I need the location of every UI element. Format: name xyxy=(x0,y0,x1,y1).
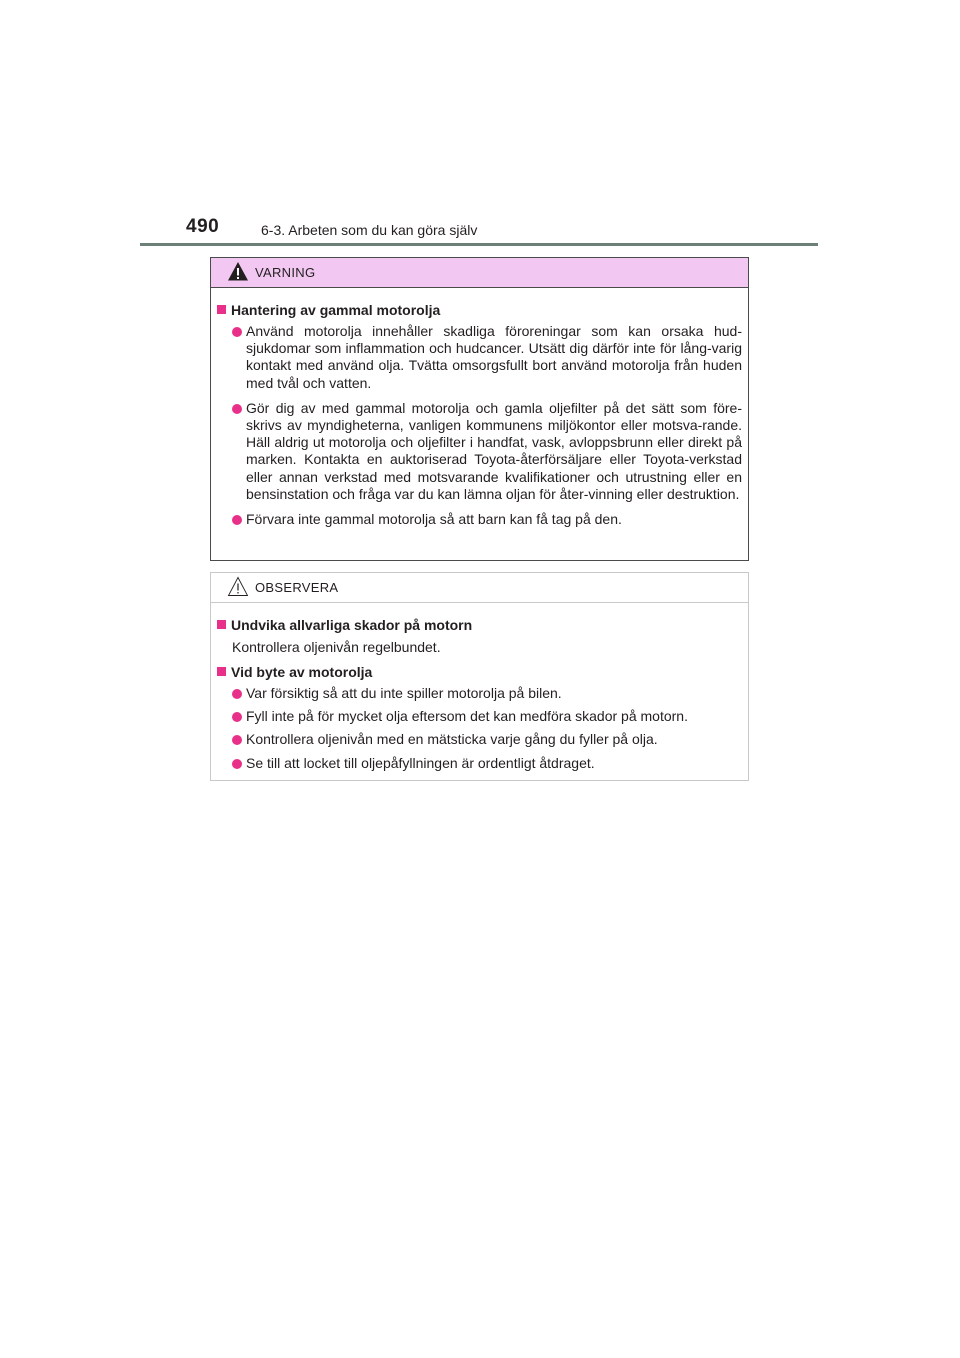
warning-triangle-filled-icon xyxy=(227,261,249,282)
bullet-text: Förvara inte gammal motorolja så att barn kan få tag på den. xyxy=(246,511,622,528)
header-rule xyxy=(140,243,818,246)
round-bullet-icon xyxy=(232,327,242,337)
caution-title: OBSERVERA xyxy=(255,580,339,595)
square-bullet-icon xyxy=(217,305,226,314)
subheading-text: Vid byte av motorolja xyxy=(231,664,373,680)
caution-body xyxy=(211,603,748,772)
round-bullet-icon xyxy=(232,759,242,769)
subheading-text: Undvika allvarliga skador på motorn xyxy=(231,617,473,633)
list-item xyxy=(232,708,742,725)
bullet-text: Använd motorolja innehåller skadliga föroreningar som kan orsaka hud-sjukdomar som inflammation och hudcancer. Utsätt dig därför inte för lång-varig kontakt med använd olja. Tvätta omsorgsfullt bort använd motorolja från huden med tvål och vatten. xyxy=(246,323,742,391)
subheading-text: Hantering av gammal motorolja xyxy=(231,302,441,318)
bullet-text: Gör dig av med gammal motorolja och gamla oljefilter på det sätt som före-skrivs av myndigheterna, vanligen kommunens miljökontor eller motsva-rande. Häll aldrig ut motorolja och oljefilter i handfat, vask, avloppsbrunn eller direkt på marken. Kontakta en auktoriserad Toyota-återförsäljare eller Toyota-verkstad eller annan verkstad med motsvarande kvalifikationer och utrustning eller en bensinstation och fråga var du kan lämna oljan för åter-vinning eller destruktion. xyxy=(246,399,742,502)
round-bullet-icon xyxy=(232,515,242,525)
list-item xyxy=(232,400,742,503)
list-item xyxy=(232,685,742,702)
warning-box xyxy=(210,257,749,561)
warning-title-bar xyxy=(211,258,748,288)
list-item xyxy=(232,511,742,528)
caution-subheading xyxy=(216,663,742,681)
list-item xyxy=(232,731,742,748)
warning-triangle-outline-icon xyxy=(227,576,249,597)
section-title: 6-3. Arbeten som du kan göra själv xyxy=(261,222,478,238)
caution-subheading xyxy=(216,616,742,634)
round-bullet-icon xyxy=(232,735,242,745)
list-item xyxy=(232,755,742,772)
bullet-text: Fyll inte på för mycket olja eftersom det kan medföra skador på motorn. xyxy=(246,708,688,725)
round-bullet-icon xyxy=(232,404,242,414)
caution-box xyxy=(210,572,749,781)
page-header xyxy=(140,214,818,248)
page-number: 490 xyxy=(186,216,220,237)
bullet-text: Kontrollera oljenivån med en mätsticka varje gång du fyller på olja. xyxy=(246,731,658,748)
warning-body xyxy=(211,288,748,528)
bullet-text: Se till att locket till oljepåfyllningen är ordentligt åtdraget. xyxy=(246,754,595,771)
square-bullet-icon xyxy=(217,620,226,629)
caution-title-bar xyxy=(211,573,748,603)
square-bullet-icon xyxy=(217,667,226,676)
body-text: Kontrollera oljenivån regelbundet. xyxy=(232,639,441,655)
bullet-text: Var försiktig så att du inte spiller motorolja på bilen. xyxy=(246,685,562,701)
round-bullet-icon xyxy=(232,689,242,699)
warning-title: VARNING xyxy=(255,265,316,280)
round-bullet-icon xyxy=(232,712,242,722)
list-item xyxy=(232,323,742,392)
warning-subheading xyxy=(216,301,742,319)
